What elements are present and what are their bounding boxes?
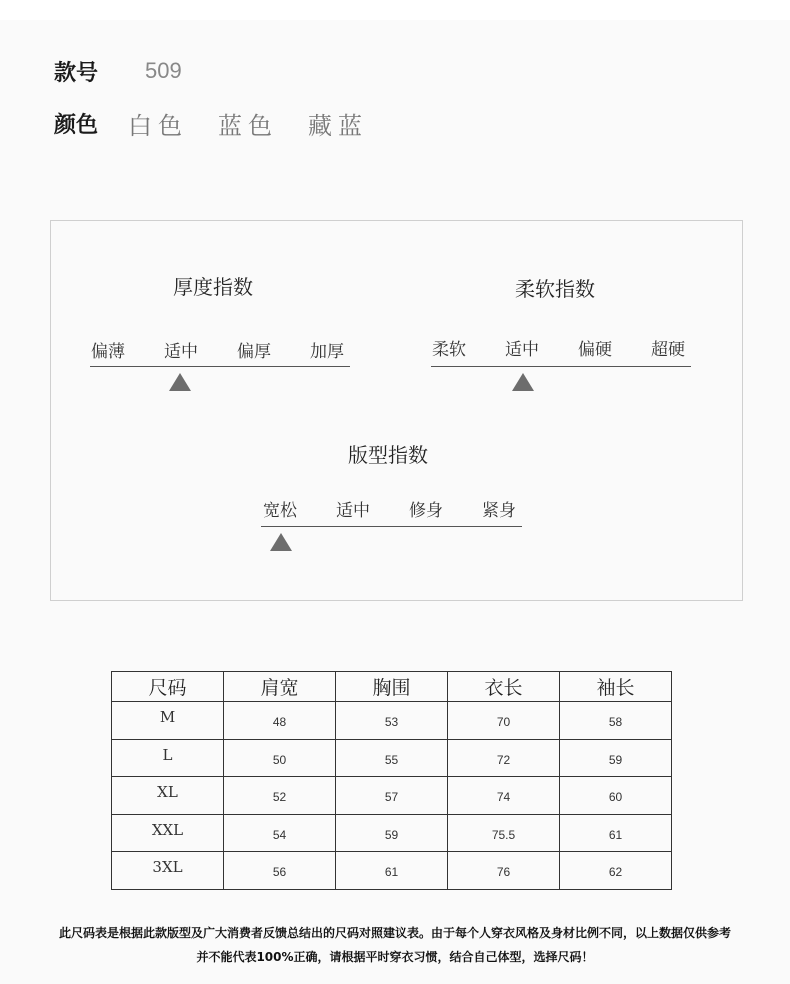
fit-option: 宽松 <box>263 501 297 521</box>
style-number-label: 款号 <box>54 61 99 86</box>
size-chart-header: 衣长 <box>448 672 560 702</box>
length-cell: 75.5 <box>448 814 560 852</box>
thickness-option: 偏厚 <box>237 342 271 362</box>
color-option-navy: 藏蓝 <box>308 112 368 140</box>
size-cell: 3XL <box>112 852 224 890</box>
chest-cell: 57 <box>336 777 448 815</box>
length-cell: 70 <box>448 702 560 740</box>
sleeve-cell: 59 <box>560 739 672 777</box>
fit-scale-line <box>261 526 522 527</box>
size-chart-table <box>111 671 672 890</box>
thickness-scale <box>91 337 383 362</box>
chest-cell: 53 <box>336 702 448 740</box>
softness-option: 柔软 <box>432 340 466 360</box>
size-chart-header: 肩宽 <box>224 672 336 702</box>
sleeve-cell: 60 <box>560 777 672 815</box>
fit-title: 版型指数 <box>348 443 428 467</box>
softness-option: 适中 <box>505 340 539 360</box>
size-cell: XXL <box>112 814 224 852</box>
table-row <box>112 777 672 815</box>
length-cell: 74 <box>448 777 560 815</box>
size-cell: XL <box>112 777 224 815</box>
softness-marker-icon <box>512 373 534 391</box>
size-cell: L <box>112 739 224 777</box>
chest-cell: 59 <box>336 814 448 852</box>
size-chart-header: 尺码 <box>112 672 224 702</box>
thickness-option: 适中 <box>164 342 198 362</box>
thickness-option: 加厚 <box>310 342 344 362</box>
table-row <box>112 702 672 740</box>
fit-option: 修身 <box>409 501 443 521</box>
table-row <box>112 739 672 777</box>
shoulder-cell: 50 <box>224 739 336 777</box>
shoulder-cell: 54 <box>224 814 336 852</box>
color-label: 颜色 <box>54 113 99 138</box>
thickness-option: 偏薄 <box>91 342 125 362</box>
softness-option: 超硬 <box>651 340 685 360</box>
shoulder-cell: 52 <box>224 777 336 815</box>
shoulder-cell: 48 <box>224 702 336 740</box>
sleeve-cell: 61 <box>560 814 672 852</box>
style-number-value: 509 <box>145 58 182 83</box>
softness-title: 柔软指数 <box>515 277 595 301</box>
style-number-row <box>54 56 98 87</box>
table-row <box>112 814 672 852</box>
chest-cell: 55 <box>336 739 448 777</box>
size-chart-header: 胸围 <box>336 672 448 702</box>
fit-scale <box>263 496 555 521</box>
size-chart-header-row <box>112 672 672 702</box>
color-option-blue: 蓝色 <box>218 112 278 140</box>
softness-scale <box>432 335 724 360</box>
color-options <box>128 106 368 141</box>
fit-option: 紧身 <box>482 501 516 521</box>
fit-option: 适中 <box>336 501 370 521</box>
color-option-white: 白色 <box>128 112 188 140</box>
size-note-line-1: 此尺码表是根据此款版型及广大消费者反馈总结出的尺码对照建议表。由于每个人穿衣风格及身材比例不同，以上数据仅供参考 <box>58 926 731 940</box>
chest-cell: 61 <box>336 852 448 890</box>
shoulder-cell: 56 <box>224 852 336 890</box>
size-chart-header: 袖长 <box>560 672 672 702</box>
length-cell: 72 <box>448 739 560 777</box>
thickness-scale-line <box>90 366 350 367</box>
fabric-index-panel <box>50 220 743 601</box>
table-row <box>112 852 672 890</box>
sleeve-cell: 58 <box>560 702 672 740</box>
size-cell: M <box>112 702 224 740</box>
fit-marker-icon <box>270 533 292 551</box>
softness-option: 偏硬 <box>578 340 612 360</box>
softness-scale-line <box>431 366 691 367</box>
thickness-title: 厚度指数 <box>173 275 253 299</box>
length-cell: 76 <box>448 852 560 890</box>
color-row <box>54 108 98 139</box>
sleeve-cell: 62 <box>560 852 672 890</box>
thickness-marker-icon <box>169 373 191 391</box>
size-note-line-2: 并不能代表100%正确，请根据平时穿衣习惯，结合自己体型，选择尺码！ <box>196 950 594 964</box>
